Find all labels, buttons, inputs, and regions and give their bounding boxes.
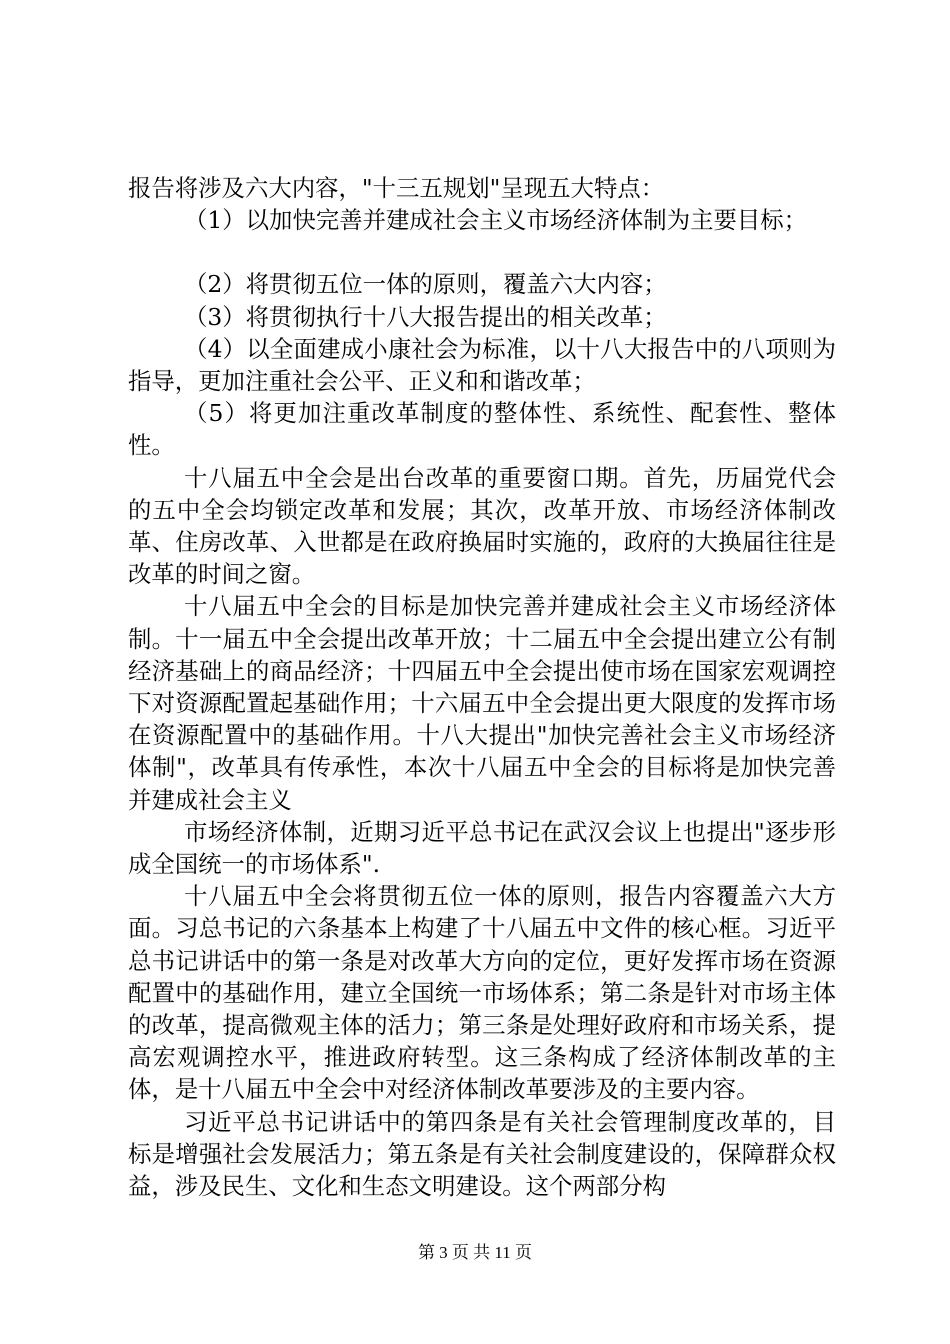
paragraph-six-aspects: 十八届五中全会将贯彻五位一体的原则，报告内容覆盖六大方面。习总书记的六条基本上构建了十八届五中文件的核心框。习近平总书记讲话中的第一条是对改革大方向的定位，更好发挥市场在资源配置中的基础作用，建立全国统一市场体系；第二条是针对市场主体的改革，提高微观主体的活力；第三条是处理好政府和市场关系，提高宏观调控水平，推进政府转型。这三条构成了经济体制改革的主体，是十八届五中全会中对经济体制改革要涉及的主要内容。	[128, 882, 836, 1104]
paragraph-plenum-goal-continued: 市场经济体制，近期习近平总书记在武汉会议上也提出"逐步形成全国统一的市场体系".	[128, 817, 836, 879]
page-footer	[0, 1242, 950, 1264]
paragraph-intro: 报告将涉及六大内容，"十三五规划"呈现五大特点：	[128, 174, 665, 202]
paragraph-plenum-goal: 十八届五中全会的目标是加快完善并建成社会主义市场经济体制。十一届五中全会提出改革开放；十二届五中全会提出建立公有制经济基础上的商品经济；十四届五中全会提出使市场在国家宏观调控下对资源配置起基础作用；十六届五中全会提出更大限度的发挥市场在资源配置中的基础作用。十八大提出"加快完善社会主义市场经济体制"，改革具有传承性，本次十八届五中全会的目标将是加快完善并建成社会主义	[128, 592, 836, 814]
paragraph-point-5: （5）将更加注重改革制度的整体性、系统性、配套性、整体性。	[128, 399, 836, 460]
paragraph-point-3: （3）将贯彻执行十八大报告提出的相关改革；	[184, 302, 667, 331]
paragraph-window-period: 十八届五中全会是出台改革的重要窗口期。首先，历届党代会的五中全会均锁定改革和发展；其次，改革开放、市场经济体制改革、住房改革、入世都是在政府换届时实施的，政府的大换届往往是改革的时间之窗。	[128, 463, 836, 589]
paragraph-point-2: （2）将贯彻五位一体的原则，覆盖六大内容；	[184, 270, 667, 299]
document-body	[128, 172, 836, 1202]
paragraph-point-1: （1）以加快完善并建成社会主义市场经济体制为主要目标；	[184, 206, 808, 235]
paragraph-spacer	[128, 236, 836, 268]
page-number-label: 第 3 页 共 11 页	[417, 1243, 533, 1262]
paragraph-point-4: （4）以全面建成小康社会为标准，以十八大报告中的八项则为指导，更加注重社会公平、正义和和谐改革；	[128, 334, 836, 396]
paragraph-fourth-fifth-points: 习近平总书记讲话中的第四条是有关社会管理制度改革的，目标是增强社会发展活力；第五条是有关社会制度建设的，保障群众权益，涉及民生、文化和生态文明建设。这个两部分构	[128, 1107, 836, 1201]
